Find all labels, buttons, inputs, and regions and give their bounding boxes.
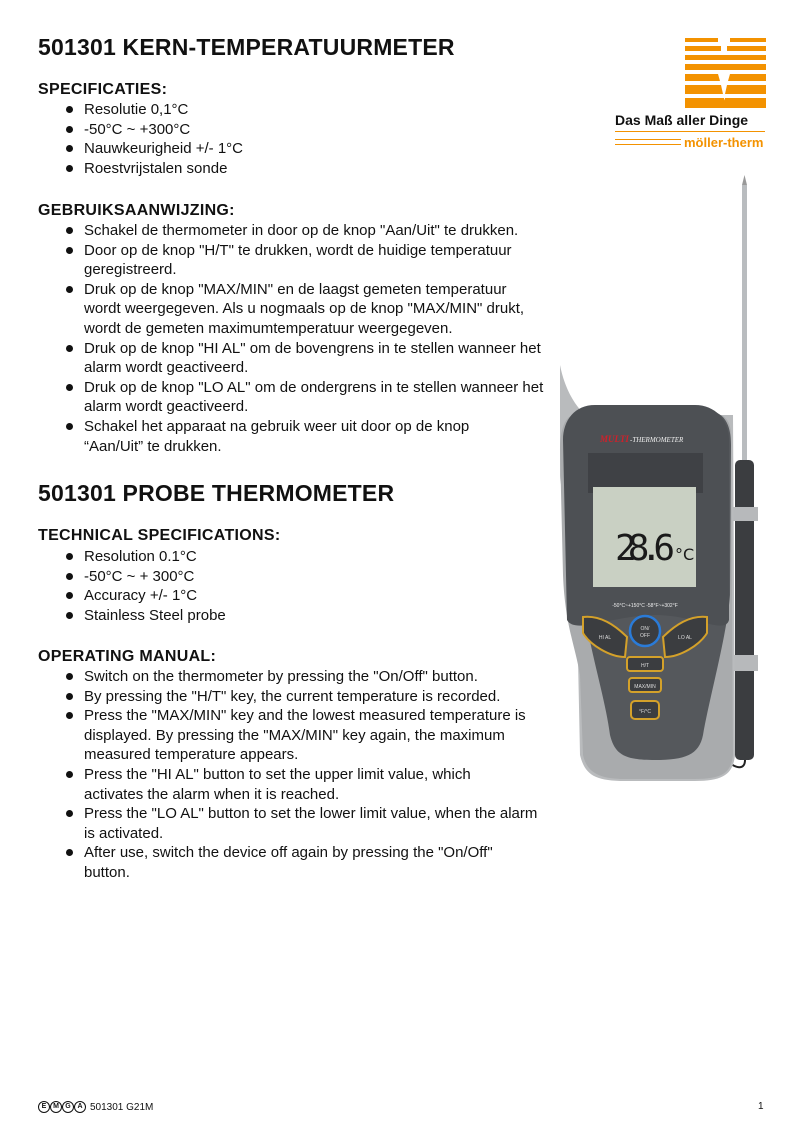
svg-text:möller-therm: möller-therm (684, 135, 764, 150)
list-item: After use, switch the device off again by pressing the "On/Off" button. (64, 843, 534, 882)
svg-text:°C: °C (675, 545, 695, 564)
svg-text:HI AL: HI AL (598, 635, 612, 641)
list-item: Roestvrijstalen sonde (64, 159, 564, 179)
list-item: Press the "HI AL" button to set the upper limit value, which activates the alarm when it is reached. (64, 765, 524, 804)
list-item: Druk op de knop "HI AL" om de bovengrens in te stellen wanneer het alarm wordt geactiveerd. (64, 339, 556, 378)
list-item: Druk op de knop "MAX/MIN" en de laagst gemeten temperatuur wordt weergegeven. Als u nogmaals op de knop "MAX/MIN" drukt, wordt de gemeten maximumtemperatuur weergegeven. (64, 280, 544, 339)
svg-text:OFF: OFF (640, 633, 650, 639)
list-item: Switch on the thermometer by pressing the "On/Off" button. (64, 667, 549, 687)
footer (38, 1101, 153, 1113)
list-item: -50°C ~ +300°C (64, 120, 564, 140)
svg-text:Das Maß aller Dinge: Das Maß aller Dinge (615, 112, 749, 128)
moller-therm-logo (612, 36, 772, 161)
list-item: Druk op de knop "LO AL" om de ondergrens in te stellen wanneer het alarm wordt geactiveerd. (64, 378, 556, 417)
list-item: Press the "LO AL" button to set the lower limit value, when the alarm is activated. (64, 804, 544, 843)
probe-handle (735, 460, 754, 760)
heading-operating-manual: OPERATING MANUAL: (38, 648, 217, 665)
manual-list-en (64, 667, 549, 883)
list-item: Stainless Steel probe (64, 606, 514, 626)
title-en: 501301 PROBE THERMOMETER (38, 480, 395, 506)
title-nl: 501301 KERN-TEMPERATUURMETER (38, 34, 455, 60)
svg-text:ON/: ON/ (640, 626, 650, 632)
list-item: Resolution 0.1°C (64, 547, 514, 567)
spec-list-nl (64, 100, 564, 178)
list-item: Nauwkeurigheid +/- 1°C (64, 139, 564, 159)
svg-text:LO AL: LO AL (678, 635, 692, 641)
thermometer-image (555, 175, 765, 785)
product-code: 501301 G21M (90, 1101, 154, 1113)
svg-text:H/T: H/T (640, 663, 650, 669)
svg-text:28.6: 28.6 (615, 528, 675, 569)
svg-text:MULTI: MULTI (600, 434, 629, 444)
manual-list-nl (64, 221, 556, 456)
emga-logo: E M G A (38, 1101, 86, 1113)
list-item: Resolutie 0,1°C (64, 100, 564, 120)
heading-gebruiksaanwijzing: GEBRUIKSAANWIJZING: (38, 202, 235, 219)
list-item: Accuracy +/- 1°C (64, 586, 514, 606)
svg-text:°F/°C: °F/°C (638, 709, 652, 715)
list-item: -50°C ~ + 300°C (64, 567, 514, 587)
heading-specificaties: SPECIFICATIES: (38, 81, 168, 98)
list-item: Press the "MAX/MIN" key and the lowest measured temperature is displayed. By pressing the "MAX/MIN" key again, the maximum measured temperature appears. (64, 706, 549, 765)
probe-rod (742, 185, 747, 465)
heading-technical-specifications: TECHNICAL SPECIFICATIONS: (38, 527, 281, 544)
svg-text:-50°C~+150°C -58°F~+302°F: -50°C~+150°C -58°F~+302°F (612, 603, 678, 609)
list-item: Schakel het apparaat na gebruik weer uit door op de knop “Aan/Uit” te drukken. (64, 417, 524, 456)
svg-text:-THERMOMETER: -THERMOMETER (630, 436, 684, 444)
list-item: Door op de knop "H/T" te drukken, wordt de huidige temperatuur geregistreerd. (64, 241, 539, 280)
list-item: By pressing the "H/T" key, the current temperature is recorded. (64, 687, 549, 707)
svg-text:MAX/MIN: MAX/MIN (634, 684, 656, 690)
page-number: 1 (758, 1101, 764, 1112)
m-logo-icon (612, 36, 772, 156)
list-item: Schakel de thermometer in door op de knop "Aan/Uit" te drukken. (64, 221, 556, 241)
spec-list-en (64, 547, 514, 625)
